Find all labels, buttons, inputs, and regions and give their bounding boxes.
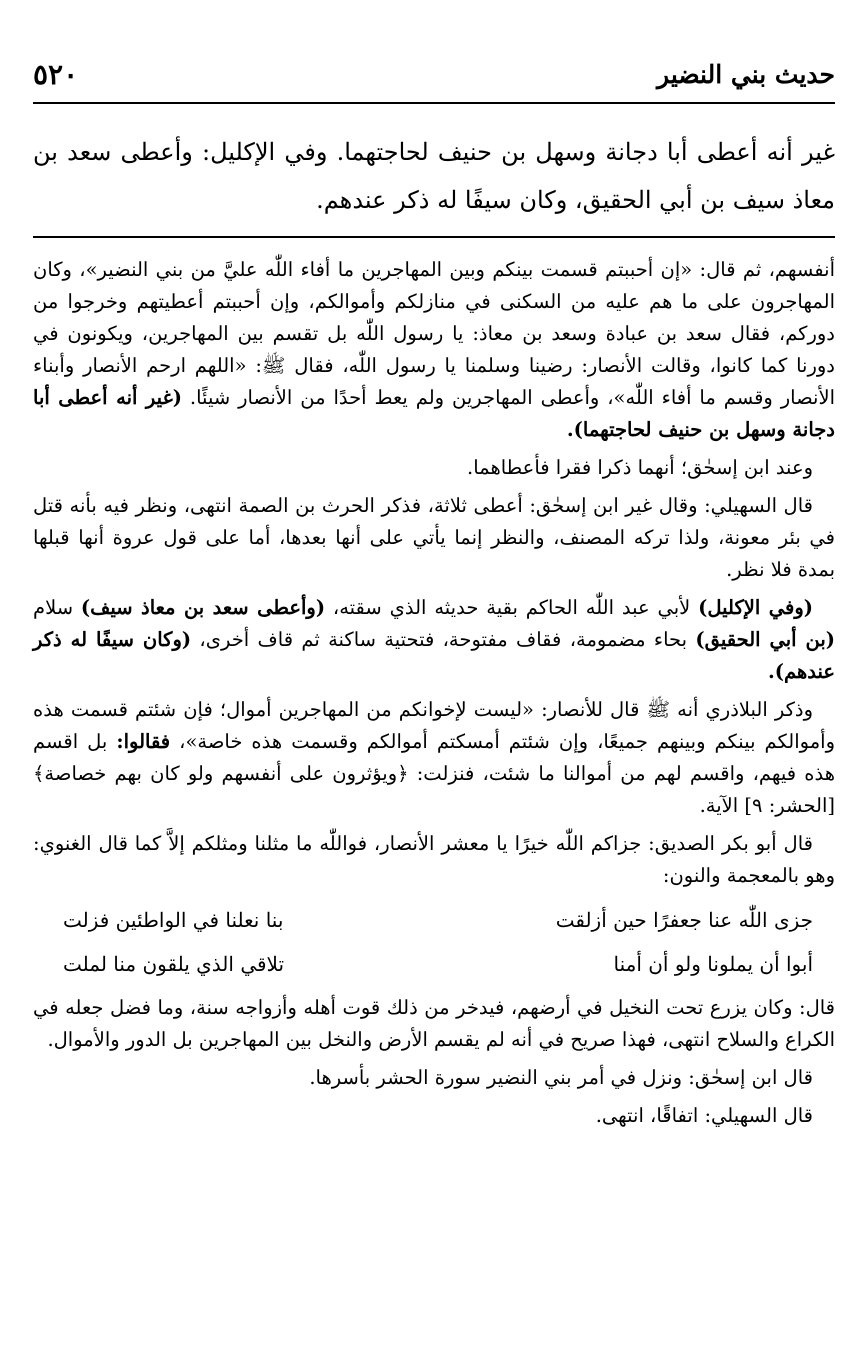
quoted-main-text: (وكان سيفًا له ذكر عندهم).: [33, 628, 835, 683]
quoted-main-text: (بن أبي الحقيق): [695, 628, 835, 651]
main-text: [33, 128, 835, 224]
paragraph-text: بحاء مضمومة، فقاف مفتوحة، فتحتية ساكنة ثم قاف أخرى،: [191, 628, 696, 651]
commentary-paragraph-8: قال ابن إسحٰق: ونزل في أمر بني النضير سورة الحشر بأسرها.: [309, 1066, 813, 1089]
hemistich-second: تلاقي الذي يلقون منا لملت: [63, 952, 285, 976]
separator-rule: [33, 236, 835, 238]
paragraph-text: أنفسهم، ثم قال: «إن أحببتم قسمت بينكم وبين المهاجرين ما أفاء اللّٰه عليَّ من بني النضير»، وكان المهاجرون على ما هم عليه من السكنى في منازلكم وأموالكم، وإن أحببتم أعطيتهم وخرجوا من دوركم، فقال سعد بن عبادة وسعد بن معاذ: يا رسول اللّٰه بل تقسم بين المهاجرين، ويكونون في دورنا كما كانوا، وقالت الأنصار: رضينا وسلمنا يا رسول اللّٰه، فقال ﷺ: «اللهم ارحم الأنصار وأبناء الأنصار وقسم ما أفاء اللّٰه»، وأعطى المهاجرين ولم يعط أحدًا من الأنصار شيئًا.: [33, 258, 835, 409]
hemistich-second: بنا نعلنا في الواطئين فزلت: [63, 908, 284, 932]
running-title: حديث بني النضير: [657, 59, 835, 89]
hemistich-first: أبوا أن يملونا ولو أن أمنا: [613, 952, 813, 976]
main-text-line-2: معاذ سيف بن أبي الحقيق، وكان سيفًا له ذكر عندهم.: [316, 186, 835, 214]
page-header: [33, 50, 835, 98]
page-number: ٥٢٠: [33, 57, 79, 91]
commentary-paragraph-3: قال السهيلي: وقال غير ابن إسحٰق: أعطى ثلاثة، فذكر الحرث بن الصمة انتهى، ونظر فيه بأنه قتل في بئر معونة، ولذا تركه المصنف، والنظر إنما يأتي على أنها بعدها، أما على قول عروة أنها قبلها بمدة فلا نظر.: [33, 494, 835, 581]
commentary-paragraph-1: [33, 254, 835, 446]
commentary-paragraph-5: [33, 694, 835, 822]
paragraph-text: سلام: [33, 596, 81, 619]
bold-text: فقالوا:: [116, 730, 171, 753]
commentary-paragraph-4: [33, 592, 835, 688]
commentary-paragraph-9: قال السهيلي: اتفاقًا، انتهى.: [595, 1104, 813, 1127]
paragraph-text: وذكر البلاذري أنه ﷺ قال للأنصار: «ليست لإخوانكم من المهاجرين أموال؛ فإن شئتم قسمت هذه وأموالكم بينكم وبينهم جميعًا، وإن شئتم أمسكتم أموالكم وقسمت هذه خاصة»،: [33, 698, 835, 753]
commentary: [33, 254, 835, 1132]
commentary-paragraph-6: قال أبو بكر الصديق: جزاكم اللّٰه خيرًا يا معشر الأنصار، فواللّٰه ما مثلنا ومثلكم إلاَّ كما قال الغنوي: وهو بالمعجمة والنون:: [33, 832, 835, 887]
poem-verse-2: [33, 942, 835, 986]
paragraph-text: بل اقسم هذه فيهم، واقسم لهم من أموالنا ما شئت، فنزلت: ﴿ويؤثرون على أنفسهم ولو كان بهم خصاصة﴾ [الحشر: ٩] الآية.: [33, 730, 835, 817]
header-rule: [33, 102, 835, 104]
book-page: [33, 50, 835, 1138]
hemistich-first: جزى اللّٰه عنا جعفرًا حين أزلقت: [555, 908, 813, 932]
commentary-paragraph-7: قال: وكان يزرع تحت النخيل في أرضهم، فيدخر من ذلك قوت أهله وأزواجه سنة، وما فضل جعله في الكراع والسلاح انتهى، فهذا صريح في أنه لم يقسم الأرض والنخل بين المهاجرين بل الدور والأموال.: [33, 996, 835, 1051]
commentary-paragraph-2: وعند ابن إسحٰق؛ أنهما ذكرا فقرا فأعطاهما.: [467, 456, 813, 479]
poem: [33, 898, 835, 986]
main-text-line-1: غير أنه أعطى أبا دجانة وسهل بن حنيف لحاجتهما. وفي الإكليل: وأعطى سعد بن: [33, 138, 835, 166]
poem-verse-1: [33, 898, 835, 942]
quoted-main-text: (وفي الإكليل): [698, 596, 813, 619]
paragraph-text: لأبي عبد اللّٰه الحاكم بقية حديثه الذي سقته،: [325, 596, 699, 619]
quoted-main-text: (غير أنه أعطى أبا دجانة وسهل بن حنيف لحاجتهما).: [33, 386, 835, 441]
quoted-main-text: (وأعطى سعد بن معاذ سيف): [80, 596, 326, 619]
